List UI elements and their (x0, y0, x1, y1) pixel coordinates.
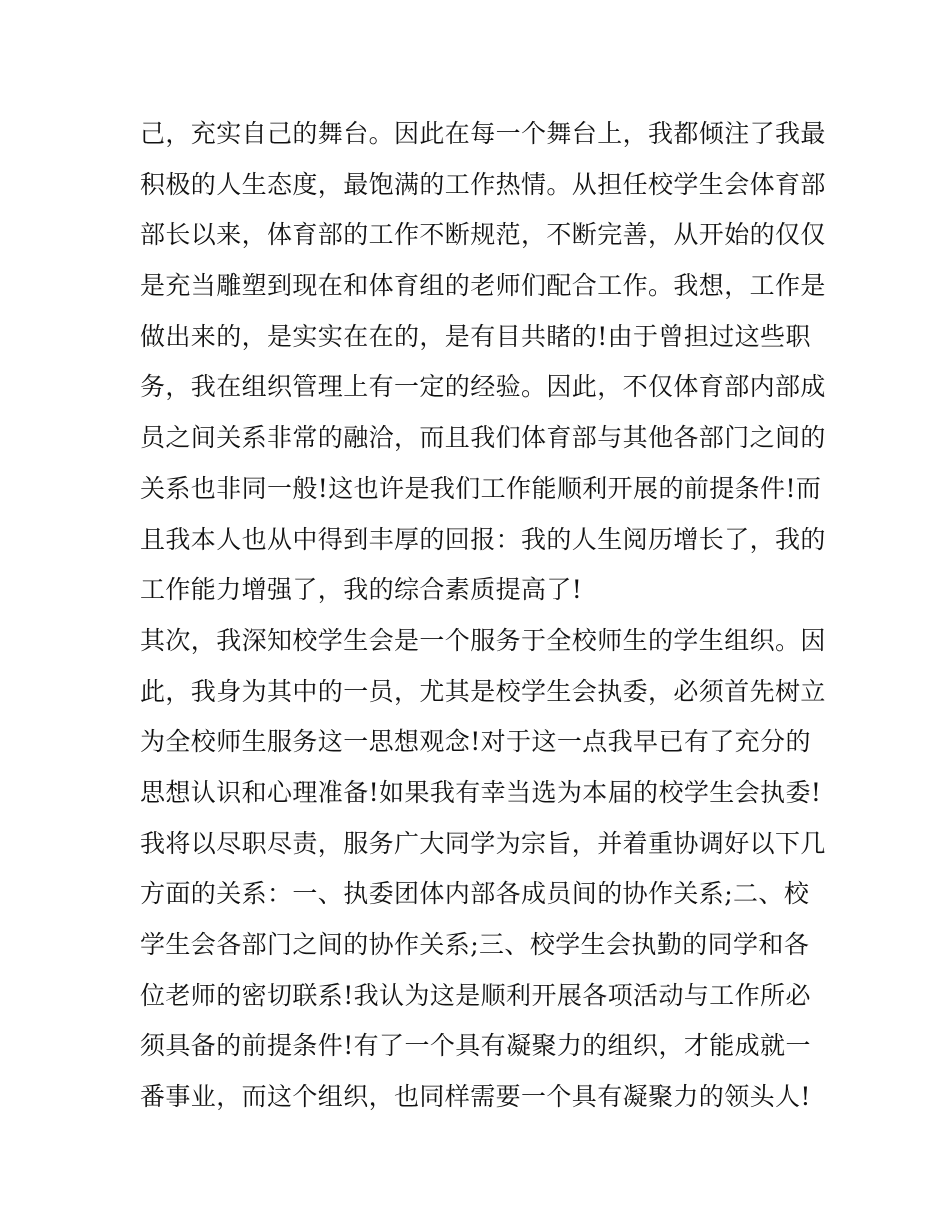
text-line: 位老师的密切联系!我认为这是顺利开展各项活动与工作所必 (140, 980, 811, 1010)
text-line: 己，充实自己的舞台。因此在每一个舞台上，我都倾注了我最 (140, 119, 826, 148)
text-line: 部长以来，体育部的工作不断规范，不断完善，从开始的仅仅 (140, 220, 826, 250)
body-text (140, 109, 826, 1123)
text-line: 员之间关系非常的融洽，而且我们体育部与其他各部门之间的 (140, 423, 826, 453)
text-line: 工作能力增强了，我的综合素质提高了! (140, 575, 583, 605)
text-line: 务，我在组织管理上有一定的经验。因此，不仅体育部内部成 (140, 372, 826, 402)
text-line: 我将以尽职尽责，服务广大同学为宗旨，并着重协调好以下几 (140, 828, 826, 858)
text-line: 且我本人也从中得到丰厚的回报：我的人生阅历增长了，我的 (140, 524, 826, 554)
text-line: 为全校师生服务这一思想观念!对于这一点我早已有了充分的 (140, 727, 811, 757)
text-line: 须具备的前提条件!有了一个具有凝聚力的组织，才能成就一 (140, 1031, 811, 1061)
text-line: 番事业，而这个组织，也同样需要一个具有凝聚力的领头人! (140, 1082, 811, 1112)
text-line: 其次，我深知校学生会是一个服务于全校师生的学生组织。因 (140, 625, 826, 655)
text-line: 做出来的，是实实在在的，是有目共睹的!由于曾担过这些职 (140, 321, 811, 351)
text-line: 学生会各部门之间的协作关系;三、校学生会执勤的同学和各 (140, 930, 810, 959)
text-line: 关系也非同一般!这也许是我们工作能顺利开展的前提条件!而 (140, 473, 822, 503)
text-line: 方面的关系：一、执委团体内部各成员间的协作关系;二、校 (140, 879, 810, 909)
text-line: 此，我身为其中的一员，尤其是校学生会执委，必须首先树立 (140, 676, 826, 706)
text-line: 积极的人生态度，最饱满的工作热情。从担任校学生会体育部 (140, 169, 826, 199)
text-line: 是充当雕塑到现在和体育组的老师们配合工作。我想，工作是 (140, 271, 826, 301)
text-line: 思想认识和心理准备!如果我有幸当选为本届的校学生会执委! (140, 777, 822, 807)
